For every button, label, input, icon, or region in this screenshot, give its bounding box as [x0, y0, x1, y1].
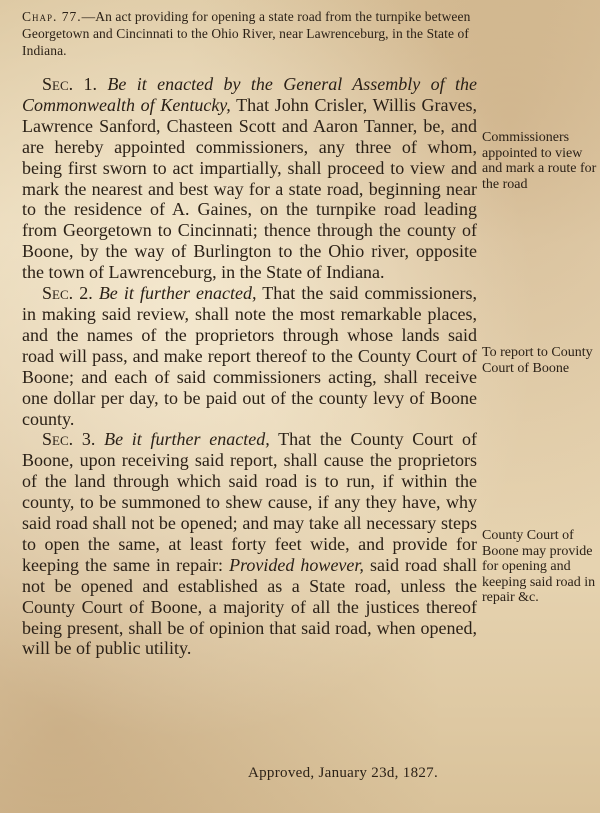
- section-label: Sec. 2.: [42, 283, 93, 304]
- section-text: That John Crisler, Willis Graves, Lawrence Sanford, Chasteen Scott and Aaron Tanner, be, and are hereby appointed commissioners, any three of whom, being first sworn to act impartially, shall proceed to view and mark the nearest and best way for a state road, beginning near to the residence of A. Gaines, on the turnpike road leading from Georgetown to Cincinnati; thence through the county of Boone, by the way of Burlington to the Ohio river, opposite the town of Lawrenceburg, in the State of Indiana.: [22, 94, 477, 283]
- enacting-clause: Be it enacted by the General Assembly of the Commonwealth of Kentucky,: [22, 74, 478, 115]
- enacting-clause: Be it further enacted,: [104, 429, 270, 450]
- margin-note-county-court: County Court of Boone may provide for opening and keeping said road in repair &c.: [482, 528, 596, 605]
- enacting-clause: Be it further enacted,: [98, 283, 257, 304]
- section-text: That the County Court of Boone, upon receiving said report, shall cause the proprietors of the land through which said road is to run, if within the county, to be summoned to shew cause, if any they have, why said road shall not be opened; and may take all necessary steps to open the same, at least forty feet wide, and provide for keeping the same in repair:: [22, 429, 478, 575]
- act-body: [22, 74, 477, 659]
- section-label: Sec. 1.: [42, 74, 98, 94]
- act-title: —An act providing for opening a state road from the turnpike between Georgetown and Cincinnati to the Ohio River, near Lawrenceburg, in the State of Indiana.: [22, 9, 471, 58]
- proviso-clause: Provided however,: [229, 554, 364, 575]
- section-1: [22, 74, 477, 283]
- section-text: That the said commissioners, in making said review, shall note the most remarkable places, and the names of the proprietors through whose lands said road will pass, and make report thereof to the County Court of Boone; and each of said commissioners acting, shall receive one dollar per day, to be paid out of the county levy of Boone county.: [22, 283, 478, 429]
- act-heading: [22, 8, 477, 59]
- section-3: [22, 429, 477, 659]
- section-2: [22, 283, 477, 429]
- section-label: Sec. 3.: [42, 429, 96, 450]
- margin-note-report: To report to County Court of Boone: [482, 345, 593, 376]
- margin-note-commissioners: Commissioners appointed to view and mark a route for the road: [482, 130, 597, 192]
- section-text: said road shall not be opened and established as a State road, unless the County Court of Boone, a majority of all the justices thereof being present, shall be of opinion that said road, when opened, will be of public utility.: [22, 554, 477, 659]
- chapter-label: Chap. 77.: [22, 9, 82, 24]
- approval-date: Approved, January 23d, 1827.: [248, 765, 439, 781]
